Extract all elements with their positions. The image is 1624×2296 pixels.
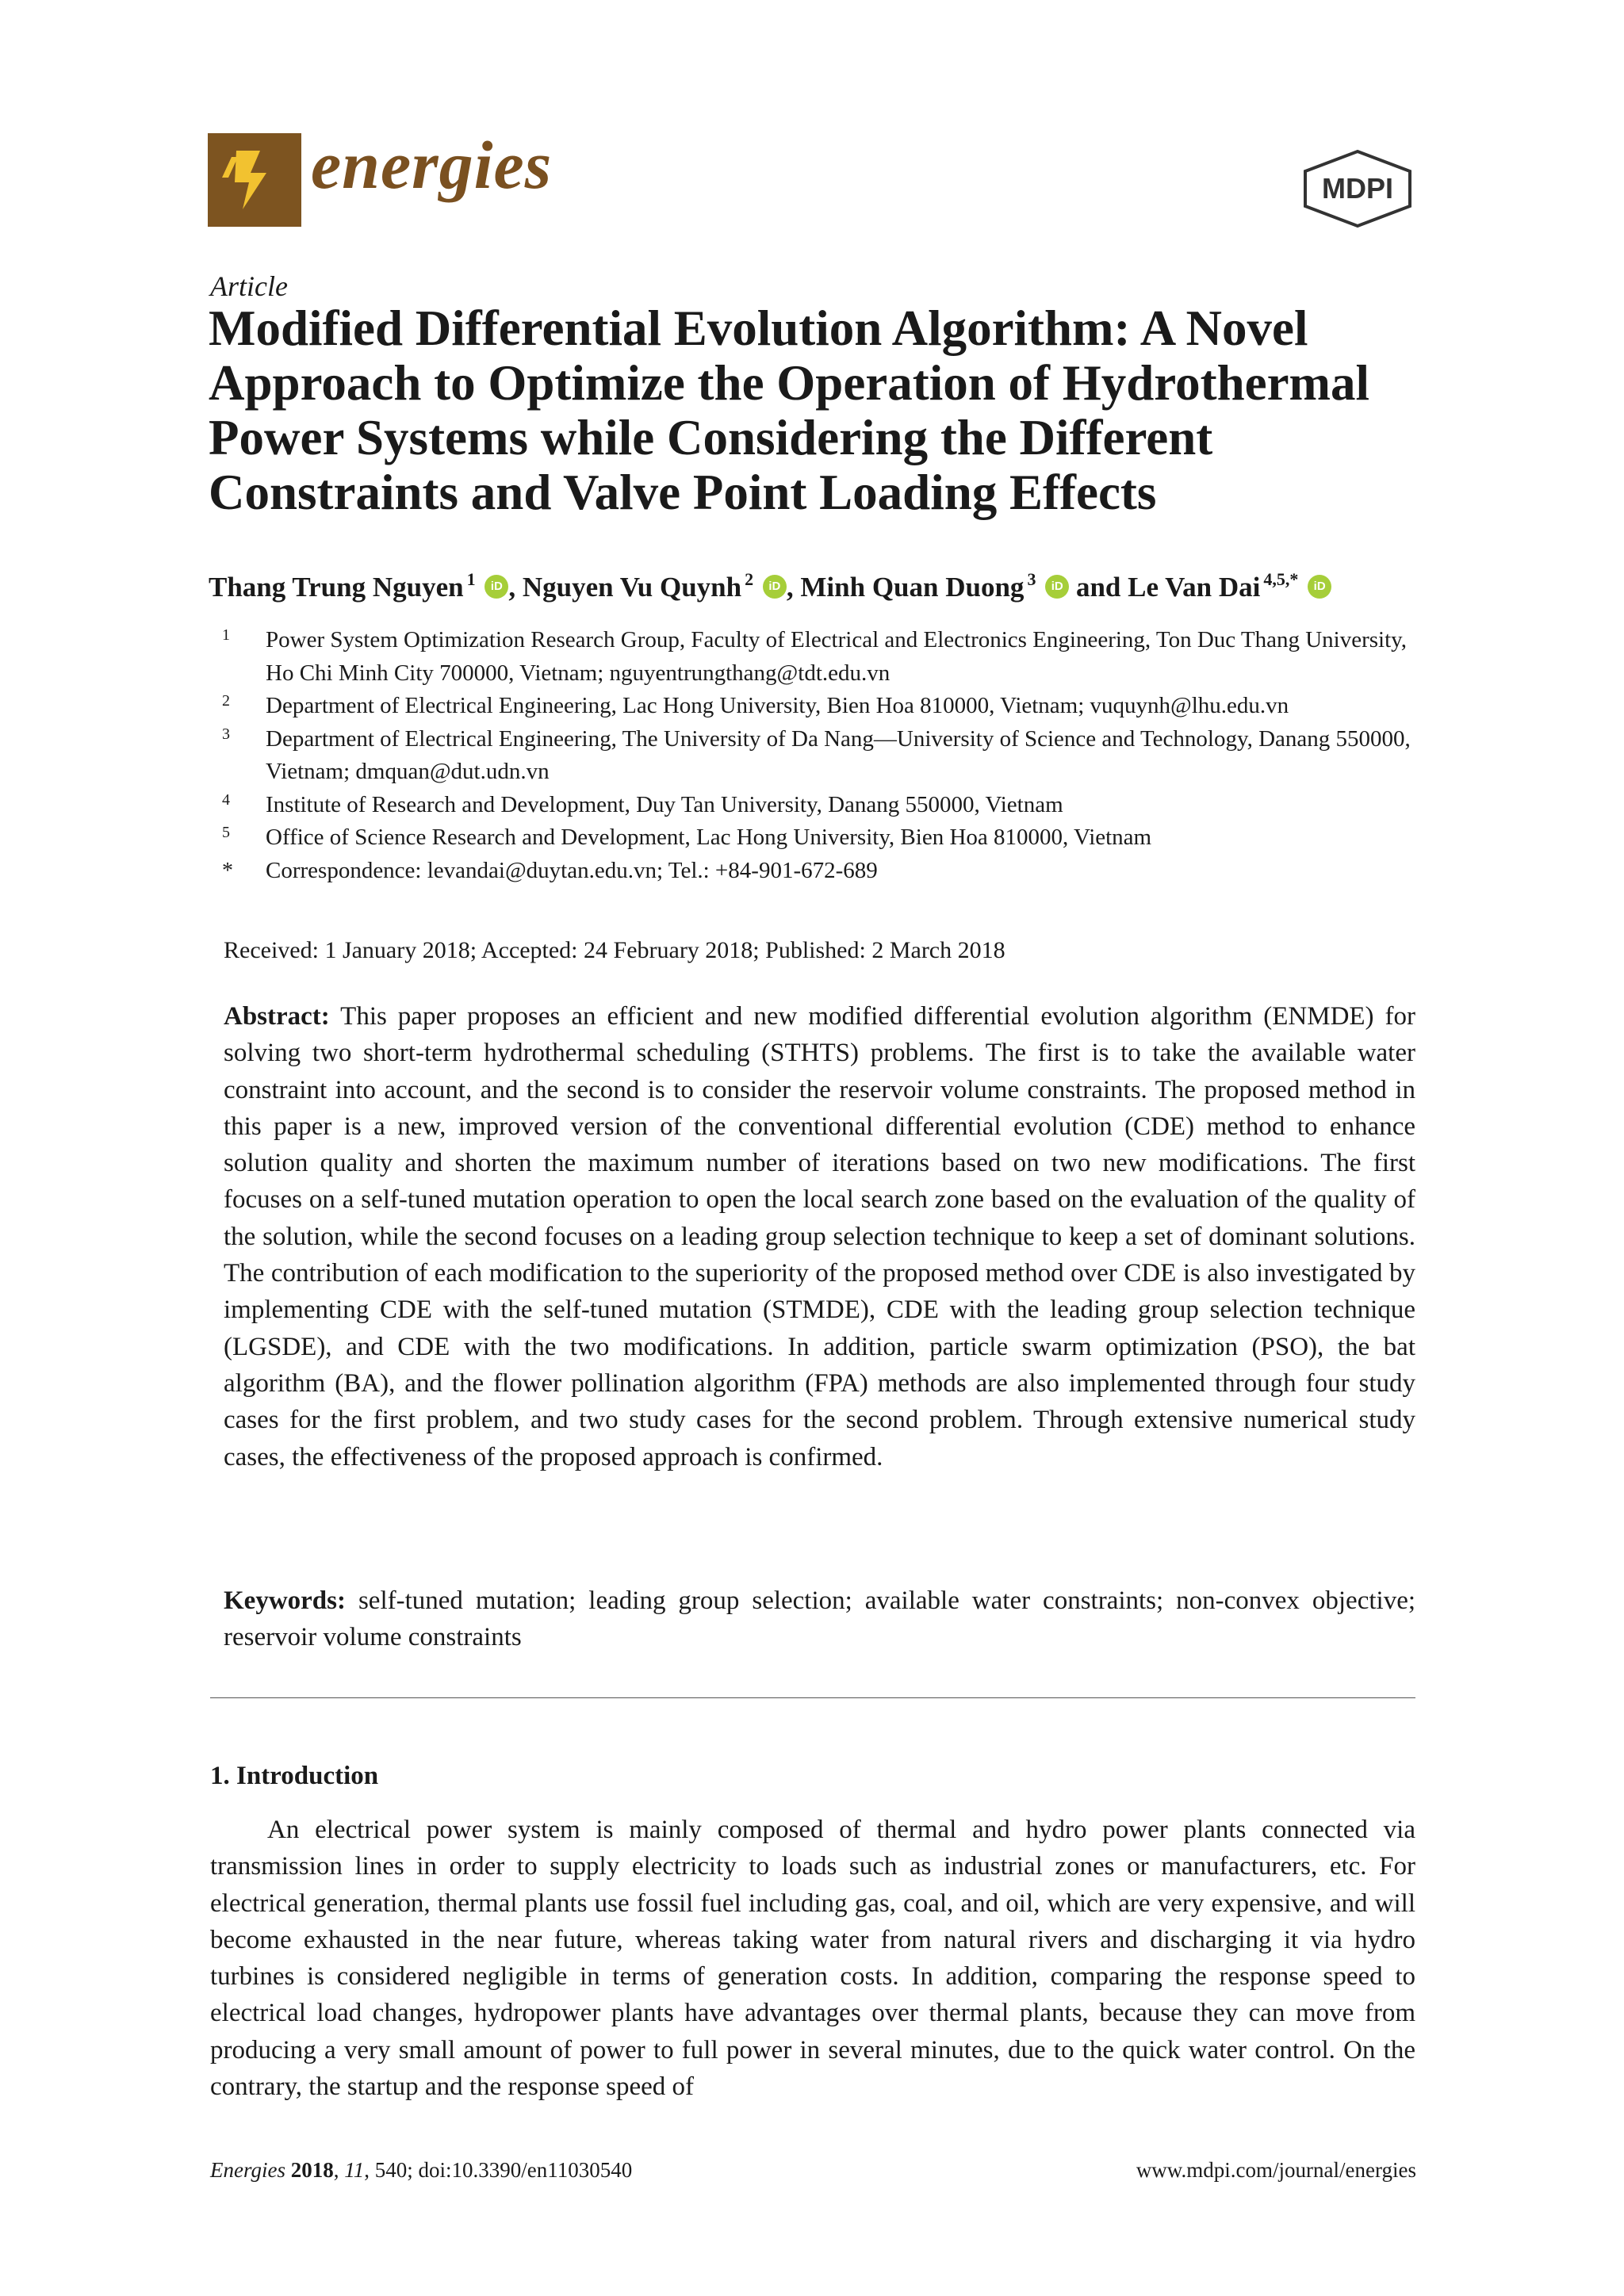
footer-volume: 11 <box>344 2158 365 2182</box>
keywords-label: Keywords: <box>224 1586 346 1615</box>
affiliation-number: 4 <box>222 790 230 809</box>
article-type: Article <box>210 270 288 302</box>
correspondence-mark: * <box>222 858 233 883</box>
affiliation-text: Department of Electrical Engineering, Lac Hong University, Bien Hoa 810000, Vietnam; vuquynh@lhu.edu.vn <box>266 693 1289 718</box>
footer-url[interactable]: www.mdpi.com/journal/energies <box>1136 2158 1416 2182</box>
orcid-icon[interactable]: iD <box>485 575 508 599</box>
footer-journal: Energies <box>210 2158 285 2182</box>
affiliation-item <box>222 821 1435 855</box>
author-separator: , <box>786 572 801 603</box>
footer-doi: , 540; doi:10.3390/en11030540 <box>364 2158 633 2182</box>
author-name: Minh Quan Duong <box>800 572 1025 603</box>
affiliation-item <box>222 723 1435 789</box>
keywords-text: self-tuned mutation; leading group selection; available water constraints; non-convex objective; reservoir volume constraints <box>224 1586 1416 1652</box>
abstract <box>224 998 1415 1475</box>
footer-year: 2018 <box>290 2158 334 2182</box>
affiliation-item <box>222 624 1435 690</box>
journal-logo-icon <box>208 133 301 227</box>
affiliation-number: 3 <box>222 725 230 743</box>
author-separator: and <box>1069 572 1128 603</box>
affiliation-item <box>222 690 1435 723</box>
footer-citation: Energies 2018, 11, 540; doi:10.3390/en11030540 <box>210 2158 633 2182</box>
orcid-icon[interactable]: iD <box>1045 575 1069 599</box>
journal-name: energies <box>311 127 553 203</box>
abstract-label: Abstract: <box>224 1002 330 1031</box>
affiliation-list <box>222 624 1435 887</box>
affiliation-text: Office of Science Research and Development, Lac Hong University, Bien Hoa 810000, Vietnam <box>266 825 1152 850</box>
affiliation-text: Institute of Research and Development, Duy Tan University, Danang 550000, Vietnam <box>266 791 1063 817</box>
publisher-logo-icon <box>1299 149 1416 228</box>
affiliation-item <box>222 789 1435 822</box>
affiliation-number: 5 <box>222 824 230 841</box>
affiliation-number: 1 <box>222 626 230 644</box>
author-separator: , <box>508 572 523 603</box>
affiliation-number: 2 <box>222 692 230 710</box>
abstract-text: This paper proposes an efficient and new modified differential evolution algorithm (ENMDE) for solving two short-term hydrothermal scheduling (STHTS) problems. The first is to take the available water constraint into account, and the second is to consider the reservoir volume constraints. The proposed method in this paper is a new, improved version of the conventional differential evolution (CDE) method to enhance solution quality and shorten the maximum number of iterations based on two new modifications. The first focuses on a self-tuned mutation operation to open the local search zone based on the evaluation of the quality of the solution, while the second focuses on a leading group selection technique to keep a set of dominant solutions. The contribution of each modification to the superiority of the proposed method over CDE is also investigated by implementing CDE with the self-tuned mutation (STMDE), CDE with the leading group selection technique (LGSDE), and CDE with the two modifications. In addition, particle swarm optimization (PSO), the bat algorithm (BA), and the flower pollination algorithm (FPA) methods are also implemented through four study cases for the first problem, and two study cases for the second problem. Through extensive numerical study cases, the effectiveness of the proposed approach is confirmed. <box>224 1002 1415 1471</box>
author-affiliation-mark: 2 <box>745 569 754 589</box>
intro-paragraph: An electrical power system is mainly composed of thermal and hydro power plants connected via transmission lines in order to supply electricity to loads such as industrial zones or manufacturers, etc. For electrical generation, thermal plants use fossil fuel including gas, coal, and oil, which are very expensive, and will become exhausted in the near future, whereas taking water from natural rivers and discharging it via hydro turbines is considered negligible in terms of generation costs. In addition, comparing the response speed to electrical load changes, hydropower plants have advantages over thermal plants, because they can move from producing a very small amount of power to full power in several minutes, due to the quick water control. On the contrary, the startup and the response speed of <box>210 1816 1415 2102</box>
publisher-name: MDPI <box>1322 172 1393 205</box>
author-affiliation-mark: 4,5,* <box>1263 569 1299 589</box>
orcid-icon[interactable]: iD <box>763 575 787 599</box>
author-list <box>209 569 1331 603</box>
orcid-icon[interactable]: iD <box>1308 575 1331 599</box>
section-divider <box>210 1697 1415 1698</box>
author-affiliation-mark: 3 <box>1027 569 1036 589</box>
correspondence-item <box>222 855 1435 888</box>
affiliation-text: Department of Electrical Engineering, The University of Da Nang—University of Science and Technology, Danang 550000, Vietnam; dmquan@dut.udn.vn <box>266 725 1411 784</box>
section-heading: 1. Introduction <box>210 1762 379 1790</box>
correspondence-text: Correspondence: levandai@duytan.edu.vn; Tel.: +84-901-672-689 <box>266 857 878 883</box>
keywords <box>224 1582 1415 1656</box>
author-name: Nguyen Vu Quynh <box>522 572 742 603</box>
publication-history: Received: 1 January 2018; Accepted: 24 February 2018; Published: 2 March 2018 <box>224 937 1005 963</box>
author-name: Le Van Dai <box>1128 572 1261 603</box>
affiliation-text: Power System Optimization Research Group, Faculty of Electrical and Electronics Engineering, Ton Duc Thang University, Ho Chi Minh City 700000, Vietnam; nguyentrungthang@tdt.edu.vn <box>266 627 1408 686</box>
author-name: Thang Trung Nguyen <box>209 572 464 603</box>
author-affiliation-mark: 1 <box>466 569 476 589</box>
paper-title: Modified Differential Evolution Algorithm: A Novel Approach to Optimize the Operation of Hydrothermal Power Systems while Considering the Different Constraints and Valve Point Loading Effects <box>209 300 1370 520</box>
